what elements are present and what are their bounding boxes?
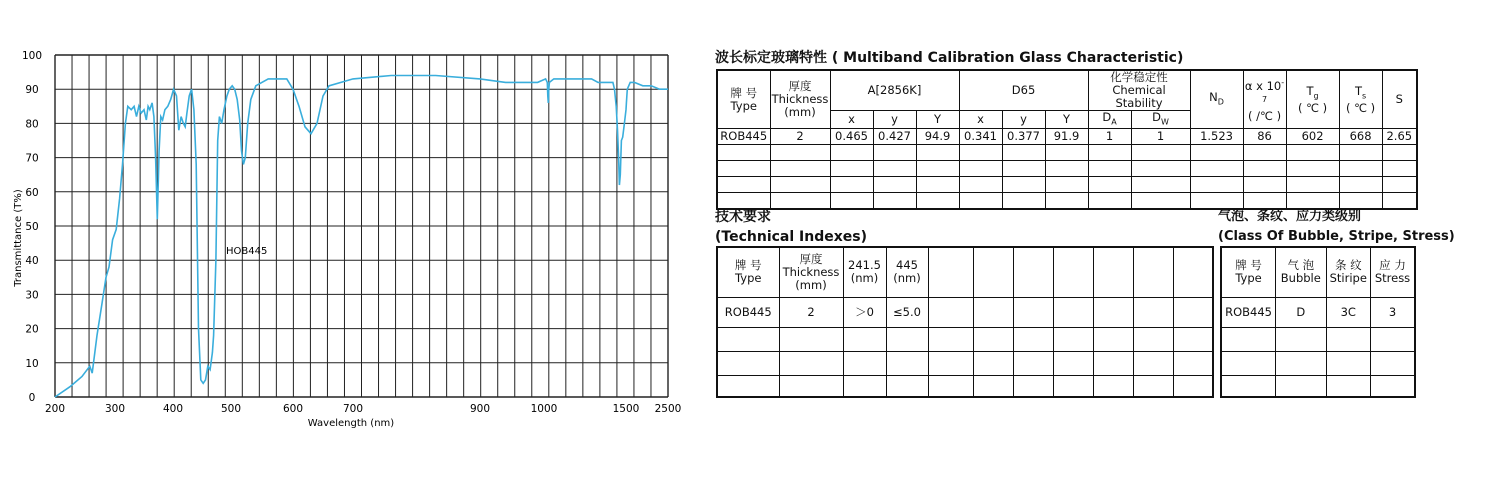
- subheader-dw: [1131, 111, 1190, 129]
- x-tick-label: 900: [469, 403, 491, 415]
- bubble-header-stripe-cn: 条 纹: [1334, 258, 1362, 273]
- subheader-da: [1088, 111, 1131, 129]
- tech-header-type-en: Type: [735, 271, 762, 286]
- transmittance-chart: [0, 0, 700, 480]
- header-tg: [1286, 70, 1339, 129]
- empty-row: [717, 177, 1417, 193]
- empty-row: [1221, 375, 1415, 397]
- subheader-da-sub: A: [1111, 117, 1117, 127]
- subheader-a-x: x: [830, 111, 873, 129]
- tech-header-241-value: 241.5: [848, 258, 881, 273]
- empty-row: [1221, 351, 1415, 375]
- y-axis-label: Transmittance (T%): [13, 189, 24, 287]
- tech-header-241-unit: (nm): [850, 271, 879, 286]
- header-s: S: [1382, 70, 1417, 129]
- empty-row: [717, 327, 1213, 351]
- bubble-header-stripe-en: Stiripe: [1329, 271, 1367, 286]
- header-ts-sub: s: [1361, 90, 1367, 100]
- bubble-header-bubble: [1276, 247, 1327, 297]
- table-cell: 3: [1371, 297, 1415, 327]
- header-thickness-en: Thickness: [771, 92, 829, 107]
- y-tick-label: 50: [25, 221, 39, 233]
- table-cell: 0.427: [873, 129, 916, 145]
- empty-row: [1221, 327, 1415, 351]
- table-cell: D: [1276, 297, 1327, 327]
- subheader-d65-x: x: [959, 111, 1002, 129]
- table-cell: 91.9: [1045, 129, 1088, 145]
- empty-row: [717, 375, 1213, 397]
- bubble-table: [1220, 246, 1416, 398]
- y-tick-label: 80: [25, 118, 39, 131]
- header-ts: [1339, 70, 1382, 129]
- y-tick-label: 0: [28, 392, 36, 404]
- header-nd-text: N: [1209, 90, 1218, 104]
- chart-grid: [55, 55, 668, 397]
- empty-row: [717, 351, 1213, 375]
- subheader-d65-Y: Y: [1045, 111, 1088, 129]
- bubble-header-stripe: [1326, 247, 1370, 297]
- header-type: [717, 70, 770, 129]
- table-cell: 602: [1286, 129, 1339, 145]
- table-cell: 0.377: [1002, 129, 1045, 145]
- y-tick-label: 60: [25, 186, 39, 199]
- tech-header-type-cn: 牌 号: [734, 258, 762, 273]
- subheader-a-Y: Y: [916, 111, 959, 129]
- x-tick-label: 200: [44, 403, 66, 415]
- header-a2856k: A[2856K]: [830, 70, 959, 111]
- bubble-header-bubble-cn: 气 泡: [1287, 258, 1315, 273]
- x-tick-label: 2500: [654, 403, 682, 415]
- technical-table: [716, 246, 1214, 398]
- header-alpha-unit: ( /℃ ): [1248, 108, 1282, 123]
- table-cell: ROB445: [717, 297, 779, 327]
- table-cell: 1.523: [1190, 129, 1243, 145]
- table-row: [717, 129, 1417, 145]
- bubble-title-cn: 气泡、条纹、应力类级别: [1218, 209, 1362, 224]
- header-thickness-cn: 厚度: [788, 79, 812, 94]
- multiband-title-text: [715, 47, 1183, 67]
- technical-title-cn: 技术要求: [715, 209, 771, 225]
- y-tick-label: 100: [21, 50, 43, 62]
- table-cell: 1: [1131, 129, 1190, 145]
- multiband-title: [715, 47, 1183, 67]
- header-tg-sub: g: [1313, 90, 1319, 100]
- y-tick-label: 10: [25, 357, 39, 370]
- table-cell: 2: [779, 297, 843, 327]
- tech-header-thickness-cn: 厚度: [799, 251, 823, 266]
- x-tick-label: 1000: [530, 403, 558, 415]
- bubble-header-type-en: Type: [1235, 271, 1262, 286]
- tech-header-445-value: 445: [896, 258, 918, 273]
- table-row: [717, 297, 1213, 327]
- subheader-dw-text: D: [1152, 110, 1161, 124]
- x-tick-label: 500: [220, 403, 242, 415]
- bubble-title-en: (Class Of Bubble, Stripe, Stress): [1218, 229, 1455, 244]
- header-type-cn: 牌 号: [730, 85, 758, 100]
- x-tick-label: 1500: [612, 403, 640, 415]
- bubble-title: [1218, 207, 1455, 247]
- header-d65: D65: [959, 70, 1088, 111]
- tech-header-thickness-unit: (mm): [795, 277, 827, 292]
- subheader-d65-y: y: [1002, 111, 1045, 129]
- tech-header-445: [886, 247, 928, 297]
- x-tick-label: 400: [162, 403, 184, 415]
- bubble-header-bubble-en: Bubble: [1280, 271, 1321, 286]
- tech-header-type: [717, 247, 779, 297]
- bubble-header-type-cn: 牌 号: [1235, 258, 1262, 273]
- header-chem-cn: 化学稳定性: [1110, 70, 1168, 84]
- tech-header-thickness: [779, 247, 843, 297]
- header-tg-text: T: [1306, 83, 1314, 98]
- technical-title: [715, 207, 867, 247]
- technical-title-en: (Technical Indexes): [715, 229, 867, 245]
- bubble-header-stress-cn: 应 力: [1379, 258, 1406, 273]
- empty-row: [717, 161, 1417, 177]
- table-cell: 3C: [1326, 297, 1370, 327]
- table-cell: 94.9: [916, 129, 959, 145]
- table-cell: ROB445: [1221, 297, 1276, 327]
- multiband-title-en: ( Multiband Calibration Glass Characteristic): [831, 50, 1184, 66]
- table-cell: ≤5.0: [886, 297, 928, 327]
- y-tick-label: 30: [25, 289, 39, 302]
- table-cell: 1: [1088, 129, 1131, 145]
- x-tick-label: 600: [282, 403, 304, 415]
- x-tick-label: 700: [342, 403, 364, 415]
- table-cell: 2.65: [1382, 129, 1417, 145]
- curve-annotation: HOB445: [226, 246, 268, 257]
- y-tick-label: 40: [25, 255, 39, 268]
- table-cell: 0.465: [830, 129, 873, 145]
- header-alpha-sup: -7: [1262, 78, 1285, 105]
- header-thickness: [770, 70, 830, 129]
- header-alpha: [1243, 70, 1286, 129]
- x-axis-label: Wavelength (nm): [307, 418, 395, 429]
- header-chem-en: Chemical Stability: [1112, 83, 1166, 110]
- header-alpha-text: α x 10: [1244, 79, 1282, 94]
- subheader-dw-sub: W: [1161, 117, 1169, 127]
- table-cell: 2: [770, 129, 830, 145]
- bubble-header-type: [1221, 247, 1276, 297]
- tech-header-445-unit: (nm): [893, 271, 921, 286]
- multiband-table: [716, 69, 1418, 210]
- table-row: [1221, 297, 1415, 327]
- subheader-a-y: y: [873, 111, 916, 129]
- header-thickness-unit: (mm): [784, 105, 816, 120]
- header-type-en: Type: [730, 98, 757, 113]
- header-nd-sub: D: [1217, 97, 1224, 107]
- y-tick-label: 90: [25, 84, 39, 97]
- tech-header-241: [843, 247, 886, 297]
- header-chem-stability: [1088, 70, 1190, 111]
- table-cell: 0.341: [959, 129, 1002, 145]
- header-ts-text: T: [1354, 83, 1362, 98]
- y-tick-label: 20: [25, 323, 39, 336]
- table-cell: 668: [1339, 129, 1382, 145]
- tech-header-thickness-en: Thickness: [782, 264, 840, 279]
- bubble-header-stress: [1371, 247, 1415, 297]
- header-ts-unit: ( ℃ ): [1345, 100, 1376, 115]
- header-nd: [1190, 70, 1243, 129]
- x-tick-label: 300: [104, 403, 126, 415]
- header-tg-unit: ( ℃ ): [1297, 100, 1328, 115]
- table-cell: ROB445: [717, 129, 770, 145]
- table-cell: ＞0: [843, 297, 886, 327]
- bubble-header-stress-en: Stress: [1374, 271, 1411, 286]
- empty-row: [717, 145, 1417, 161]
- table-cell: 86: [1243, 129, 1286, 145]
- multiband-title-cn: 波长标定玻璃特性: [715, 50, 827, 66]
- y-tick-label: 70: [25, 152, 39, 165]
- subheader-da-text: D: [1102, 110, 1112, 124]
